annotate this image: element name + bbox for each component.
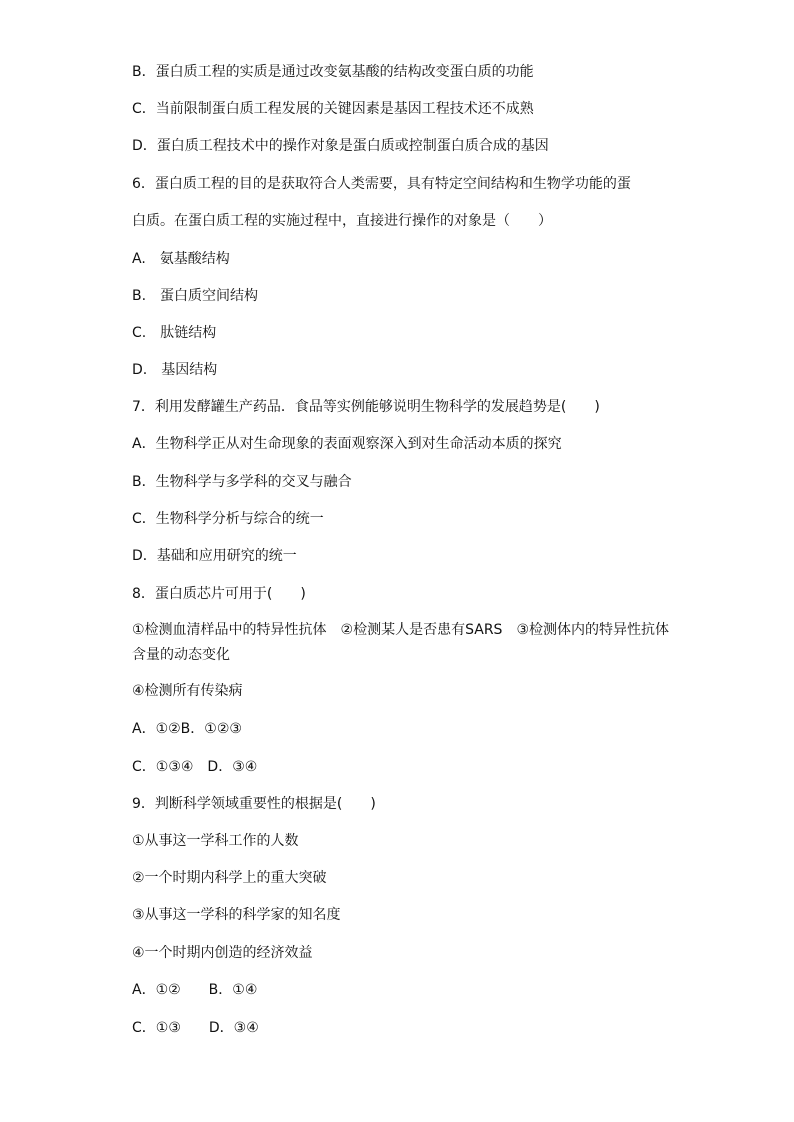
question-8-options-cd: C．①③④ D．③④ — [132, 759, 258, 775]
question-9-statement-4: ④一个时期内创造的经济效益 — [132, 945, 313, 961]
question-5-option-d: D．蛋白质工程技术中的操作对象是蛋白质或控制蛋白质合成的基因 — [132, 138, 549, 154]
question-7-option-a: A．生物科学正从对生命现象的表面观察深入到对生命活动本质的探究 — [132, 436, 562, 452]
question-8-options-ab: A．①②B．①②③ — [132, 721, 242, 737]
question-6-stem-line-1: 6．蛋白质工程的目的是获取符合人类需要，具有特定空间结构和生物学功能的蛋 — [132, 176, 631, 192]
question-9-statement-2: ②一个时期内科学上的重大突破 — [132, 870, 327, 886]
question-6-option-b: B. 蛋白质空间结构 — [132, 288, 259, 304]
question-5-option-c: C．当前限制蛋白质工程发展的关键因素是基因工程技术还不成熟 — [132, 101, 534, 117]
question-7-option-c: C．生物科学分析与综合的统一 — [132, 511, 324, 527]
question-6-stem-line-2: 白质。在蛋白质工程的实施过程中，直接进行操作的对象是（ ） — [132, 213, 552, 229]
question-7-option-d: D．基础和应用研究的统一 — [132, 548, 297, 564]
question-8-statement-4: ④检测所有传染病 — [132, 683, 243, 699]
question-5-option-b: B．蛋白质工程的实质是通过改变氨基酸的结构改变蛋白质的功能 — [132, 64, 534, 80]
question-9-stem: 9．判断科学领域重要性的根据是( ) — [132, 796, 376, 812]
question-9-options-cd: C．①③ D．③④ — [132, 1020, 259, 1036]
question-9-options-ab: A．①② B．①④ — [132, 982, 258, 998]
question-7-stem: 7．利用发酵罐生产药品．食品等实例能够说明生物科学的发展趋势是( ) — [132, 399, 600, 415]
question-6-option-c: C. 肽链结构 — [132, 325, 217, 341]
question-6-option-a: A. 氨基酸结构 — [132, 251, 230, 267]
question-6-option-d: D. 基因结构 — [132, 362, 218, 378]
question-8-stem: 8．蛋白质芯片可用于( ) — [132, 586, 306, 602]
question-7-option-b: B．生物科学与多学科的交叉与融合 — [132, 474, 352, 490]
question-9-statement-1: ①从事这一学科工作的人数 — [132, 833, 299, 849]
question-8-statements: ①检测血清样品中的特异性抗体 ②检测某人是否患有SARS ③检测体内的特异性抗体含量的动态变化 — [132, 622, 669, 663]
question-9-statement-3: ③从事这一学科的科学家的知名度 — [132, 907, 341, 923]
